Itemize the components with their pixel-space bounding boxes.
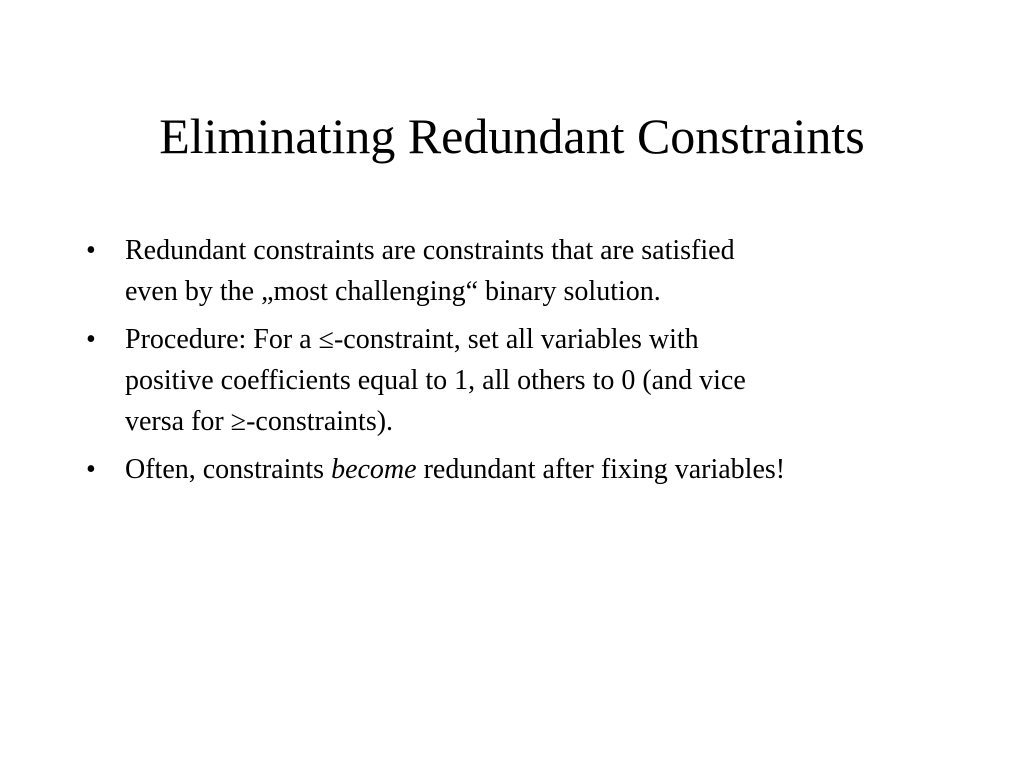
bullet-line: positive coefficients equal to 1, all others to 0 (and vice <box>125 365 746 396</box>
bullet-icon: • <box>86 454 96 485</box>
bullet-emphasis: become <box>331 454 417 485</box>
bullet-item-redundant-definition <box>86 230 946 312</box>
bullet-line: even by the „most challenging“ binary solution. <box>125 276 661 307</box>
bullet-icon: • <box>86 235 96 266</box>
bullet-list <box>86 230 946 497</box>
bullet-text <box>125 319 946 442</box>
bullet-text-before-emphasis: Often, constraints <box>125 454 332 485</box>
bullet-line: Procedure: For a ≤-constraint, set all variables with <box>125 324 699 355</box>
bullet-text <box>125 230 946 312</box>
bullet-text-after-emphasis: redundant after fixing variables! <box>416 454 786 485</box>
bullet-item-fixing-variables <box>86 449 946 490</box>
bullet-icon: • <box>86 324 96 355</box>
bullet-line: Redundant constraints are constraints that are satisfied <box>125 235 735 266</box>
bullet-text <box>125 449 946 490</box>
bullet-item-procedure <box>86 319 946 442</box>
bullet-line: versa for ≥-constraints). <box>125 406 394 437</box>
slide-title: Eliminating Redundant Constraints <box>159 108 865 164</box>
